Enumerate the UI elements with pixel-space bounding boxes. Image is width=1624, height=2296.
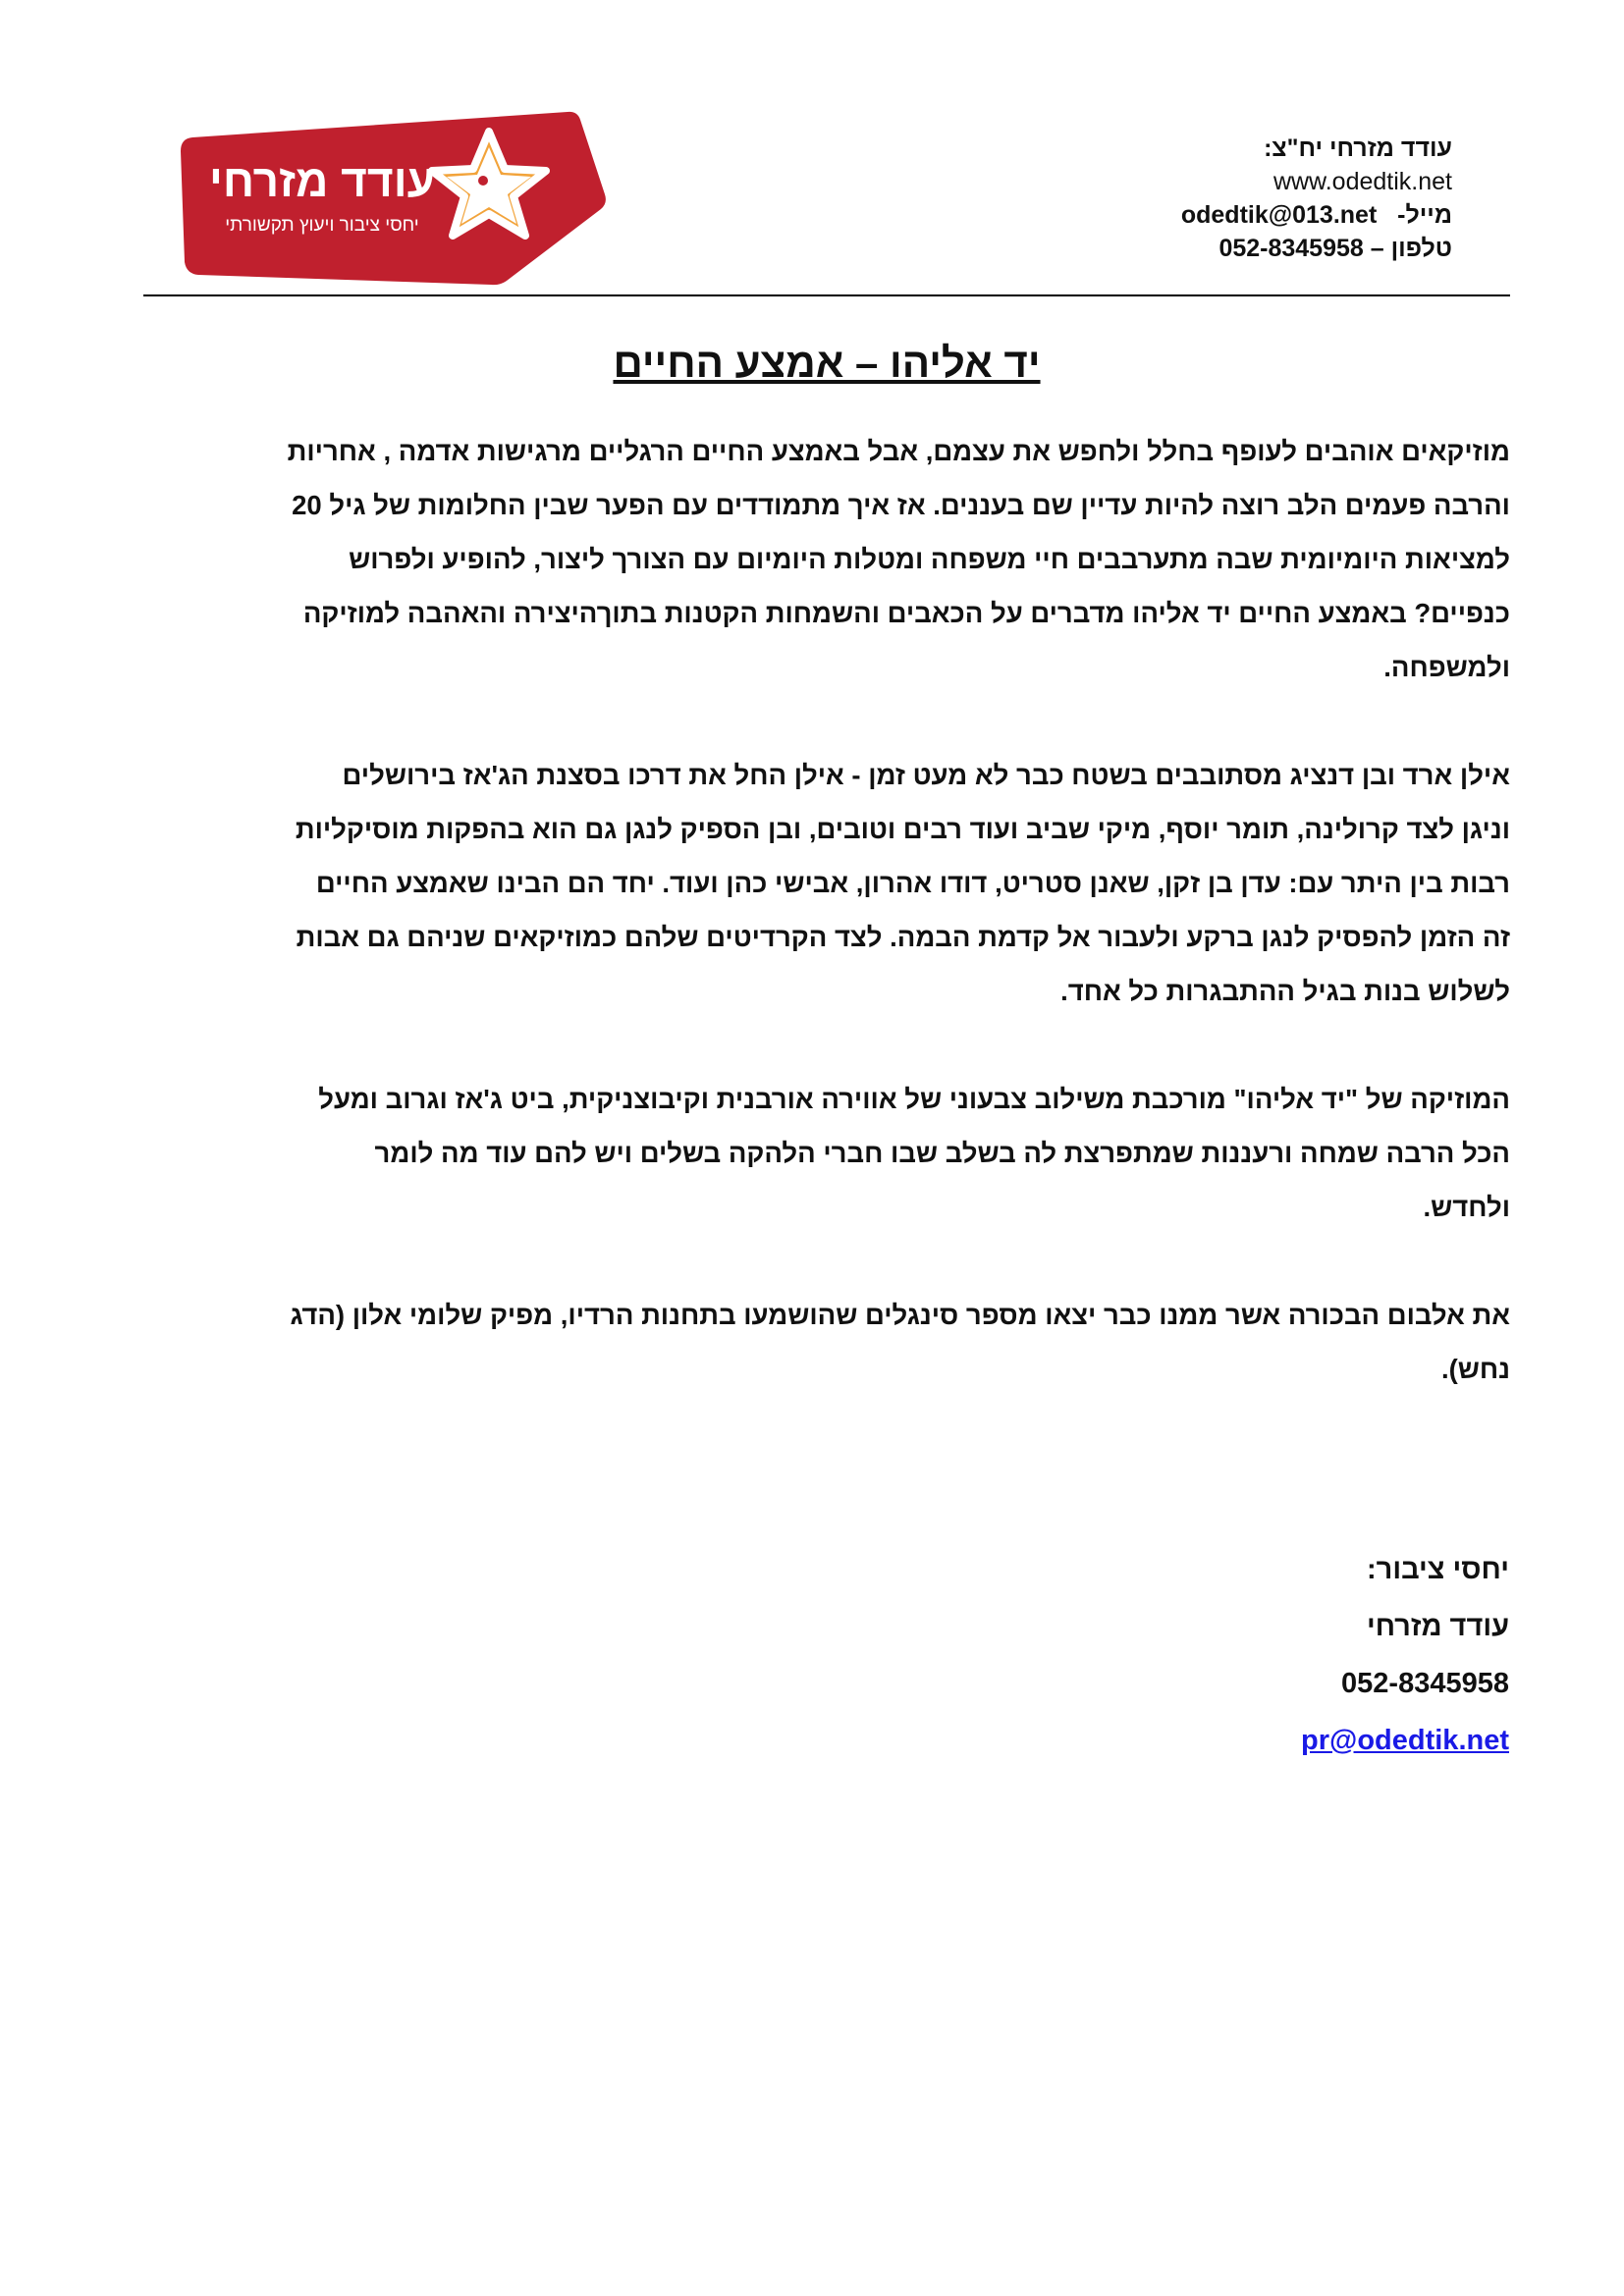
text-line: הכל הרבה שמחה ורעננות שמתפרצת לה בשלב שבו חברי הלהקה בשלים ויש להם עוד מה לומר bbox=[374, 1138, 1510, 1168]
signature-email-link[interactable]: pr@odedtik.net bbox=[1301, 1725, 1509, 1756]
text-line: את אלבום הבכורה אשר ממנו כבר יצאו מספר סינגלים שהושמעו בתחנות הרדיו, מפיק שלומי אלון (הדג bbox=[290, 1300, 1510, 1330]
logo-tagline-text: יחסי ציבור ויעוץ תקשורתי bbox=[225, 215, 419, 236]
contact-email[interactable]: odedtik@013.net bbox=[1180, 201, 1378, 229]
text-line: ולחדש. bbox=[1423, 1192, 1510, 1222]
text-line: זה הזמן להפסיק לנגן ברקע ולעבור אל קדמת הבמה. לצד הקרדיטים שלהם כמוזיקאים שניהם גם אבות bbox=[296, 922, 1510, 952]
signature-phone: 052-8345958 bbox=[1341, 1668, 1509, 1699]
contact-phone-row bbox=[1040, 232, 1452, 265]
website-link[interactable]: www.odedtik.net bbox=[1272, 168, 1452, 195]
signature-block bbox=[1018, 1541, 1509, 1769]
page-title: יד אליהו – אמצע החיים bbox=[613, 340, 1041, 386]
paragraph-2 bbox=[143, 748, 1510, 1018]
contact-email-row bbox=[1040, 198, 1452, 232]
text-line: והרבה פעמים הלב רוצה להיות עדיין שם בעננים. אז איך מתמודדים עם הפער שבין החלומות של גיל 20 bbox=[292, 490, 1510, 520]
text-line: לשלוש בנות בגיל ההתבגרות כל אחד. bbox=[1060, 976, 1510, 1006]
company-logo bbox=[175, 110, 613, 287]
contact-block bbox=[1040, 132, 1452, 265]
text-line: מוזיקאים אוהבים לעופף בחלל ולחפש את עצמם, אבל באמצע החיים הרגליים מרגישות אדמה , אחריות bbox=[287, 436, 1510, 466]
phone-label: טלפון – bbox=[1370, 235, 1452, 262]
signature-label: יחסי ציבור: bbox=[1366, 1554, 1509, 1585]
text-line: אילן ארד ובן דנציג מסתובבים בשטח כבר לא מעט זמן - אילן החל את דרכו בסצנת הג'אז בירושלים bbox=[342, 760, 1510, 790]
text-line: ולמשפחה. bbox=[1383, 652, 1510, 682]
header-divider bbox=[143, 294, 1510, 296]
logo-graphic bbox=[175, 110, 613, 287]
paragraph-1 bbox=[143, 424, 1510, 694]
email-label: מייל- bbox=[1397, 201, 1452, 229]
contact-phone: 052-8345958 bbox=[1218, 235, 1364, 262]
text-line: רבות בין היתר עם: עדן בן זקן, שאנן סטריט, דודו אהרון, אבישי כהן ועוד. יחד הם הבינו שאמצע החיים bbox=[315, 868, 1510, 898]
paragraph-3 bbox=[143, 1072, 1510, 1234]
text-line: נחש). bbox=[1440, 1354, 1510, 1384]
contact-label: עודד מזרחי יח"צ: bbox=[1264, 134, 1452, 162]
text-line: המוזיקה של "יד אליהו" מורכבת משילוב צבעוני של אווירה אורבנית וקיבוצניקית, ביט ג'אז וגרוב ומעל bbox=[318, 1084, 1510, 1114]
text-line: כנפיים? באמצע החיים יד אליהו מדברים על הכאבים והשמחות הקטנות בתוךהיצירה והאהבה למוזיקה bbox=[302, 598, 1510, 628]
paragraph-4 bbox=[143, 1288, 1510, 1396]
press-release-body bbox=[143, 424, 1510, 1450]
signature-name: עודד מזרחי bbox=[1366, 1611, 1509, 1642]
text-line: למציאות היומיומית שבה מתערבבים חיי משפחה ומטלות היומיום עם הצורך ליצור, להופיע ולפרוש bbox=[349, 544, 1510, 574]
logo-name-text: עודד מזרחי bbox=[208, 155, 436, 206]
text-line: וניגן לצד קרולינה, תומר יוסף, מיקי שביב ועוד רבים וטובים, ובן הספיק לנגן גם הוא בהפקות מוסיקליות bbox=[295, 814, 1510, 844]
